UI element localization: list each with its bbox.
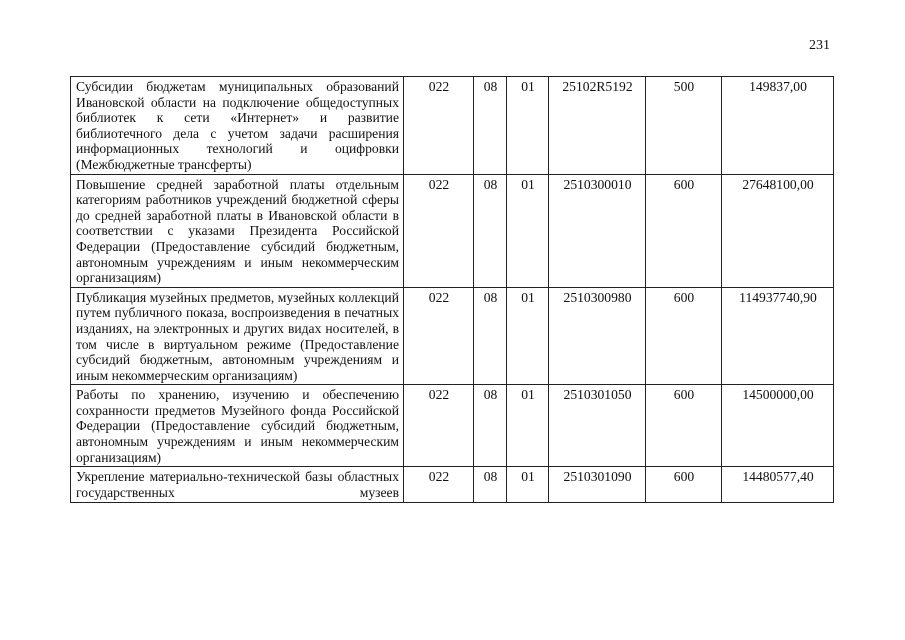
ministry-code: 022 xyxy=(404,385,474,467)
amount-value: 114937740,90 xyxy=(722,287,834,385)
target-article-code: 25102R5192 xyxy=(549,77,646,175)
subsection-code: 01 xyxy=(507,174,549,287)
table-row xyxy=(71,287,834,385)
table-row xyxy=(71,385,834,467)
amount-value: 14480577,40 xyxy=(722,467,834,503)
subsection-code: 01 xyxy=(507,287,549,385)
target-article-code: 2510301090 xyxy=(549,467,646,503)
row-description: Повышение средней заработной платы отдельным категориям работников учреждений бюджетной сферы до средней заработной платы в Ивановской области в соответствии с указами Президента Российской Федерации (Предоставление субсидий бюджетным, автономным учреждениям и иным некоммерческим организациям) xyxy=(71,174,404,287)
ministry-code: 022 xyxy=(404,77,474,175)
table-row xyxy=(71,174,834,287)
subsection-code: 01 xyxy=(507,467,549,503)
budget-table xyxy=(70,76,834,503)
row-description: Публикация музейных предметов, музейных коллекций путем публичного показа, воспроизведения в печатных изданиях, на электронных и других видах носителей, в том числе в виртуальном режиме (Предоставление субсидий бюджетным, автономным учреждениям и иным некоммерческим организациям) xyxy=(71,287,404,385)
amount-value: 27648100,00 xyxy=(722,174,834,287)
section-code: 08 xyxy=(474,174,507,287)
row-description: Работы по хранению, изучению и обеспечению сохранности предметов Музейного фонда Российской Федерации (Предоставление субсидий бюджетным, автономным учреждениям и иным некоммерческим организациям) xyxy=(71,385,404,467)
row-description: Субсидии бюджетам муниципальных образований Ивановской области на подключение общедоступных библиотек к сети «Интернет» и развитие библиотечного дела с учетом задачи расширения информационных технологий и оцифровки (Межбюджетные трансферты) xyxy=(71,77,404,175)
ministry-code: 022 xyxy=(404,287,474,385)
row-description: Укрепление материально-технической базы областных государственных музеев xyxy=(76,469,399,500)
subsection-code: 01 xyxy=(507,77,549,175)
target-article-code: 2510300980 xyxy=(549,287,646,385)
expense-type-code: 600 xyxy=(646,385,722,467)
amount-value: 14500000,00 xyxy=(722,385,834,467)
section-code: 08 xyxy=(474,77,507,175)
row-description-cell xyxy=(71,467,404,503)
ministry-code: 022 xyxy=(404,174,474,287)
expense-type-code: 600 xyxy=(646,287,722,385)
target-article-code: 2510300010 xyxy=(549,174,646,287)
expense-type-code: 600 xyxy=(646,174,722,287)
section-code: 08 xyxy=(474,287,507,385)
section-code: 08 xyxy=(474,385,507,467)
table-row xyxy=(71,467,834,503)
expense-type-code: 500 xyxy=(646,77,722,175)
expense-type-code: 600 xyxy=(646,467,722,503)
table-row xyxy=(71,77,834,175)
target-article-code: 2510301050 xyxy=(549,385,646,467)
subsection-code: 01 xyxy=(507,385,549,467)
page-number: 231 xyxy=(809,38,830,53)
amount-value: 149837,00 xyxy=(722,77,834,175)
section-code: 08 xyxy=(474,467,507,503)
ministry-code: 022 xyxy=(404,467,474,503)
